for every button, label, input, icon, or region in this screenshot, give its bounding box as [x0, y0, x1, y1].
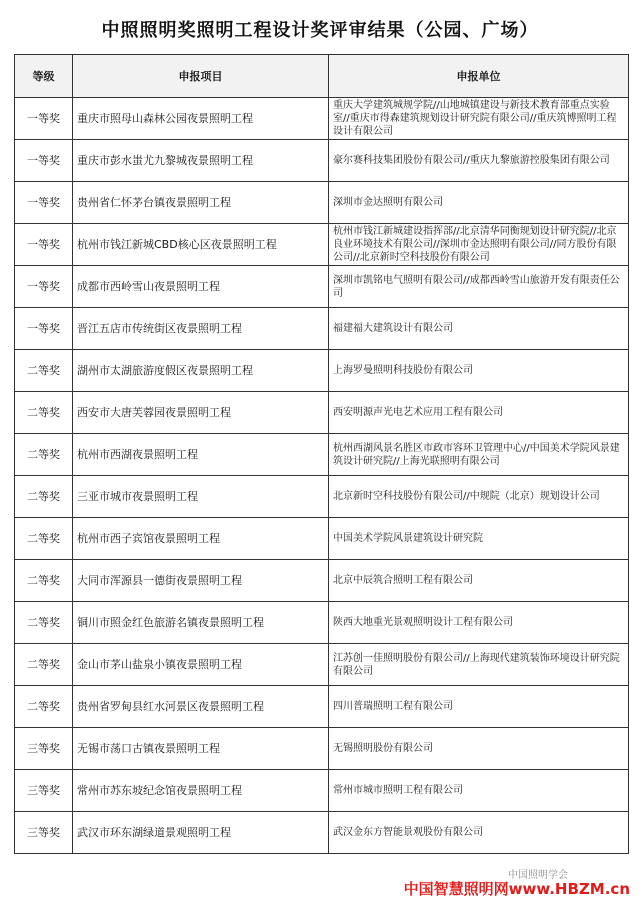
table-row — [15, 728, 629, 770]
project-name: 湖州市太湖旅游度假区夜景照明工程 — [73, 350, 329, 392]
award-level: 一等奖 — [15, 98, 73, 140]
applicant-unit: 四川普瑞照明工程有限公司 — [329, 686, 629, 728]
table-row — [15, 98, 629, 140]
applicant-unit: 陕西大地重光景观照明设计工程有限公司 — [329, 602, 629, 644]
project-name: 三亚市城市夜景照明工程 — [73, 476, 329, 518]
award-level: 二等奖 — [15, 392, 73, 434]
project-name: 重庆市彭水蚩尤九黎城夜景照明工程 — [73, 140, 329, 182]
table-row — [15, 308, 629, 350]
table-row — [15, 770, 629, 812]
award-level: 二等奖 — [15, 560, 73, 602]
applicant-unit: 武汉金东方智能景观股份有限公司 — [329, 812, 629, 854]
award-level: 二等奖 — [15, 434, 73, 476]
award-level: 三等奖 — [15, 812, 73, 854]
table-row — [15, 350, 629, 392]
watermark-subtitle: 中国照明学会 — [508, 870, 568, 881]
project-name: 铜川市照金红色旅游名镇夜景照明工程 — [73, 602, 329, 644]
project-name: 武汉市环东湖绿道景观照明工程 — [73, 812, 329, 854]
applicant-unit: 豪尔赛科技集团股份有限公司//重庆九黎旅游控股集团有限公司 — [329, 140, 629, 182]
project-name: 晋江五店市传统街区夜景照明工程 — [73, 308, 329, 350]
applicant-unit: 西安明源声光电艺术应用工程有限公司 — [329, 392, 629, 434]
header-unit: 申报单位 — [329, 55, 629, 98]
award-level: 三等奖 — [15, 770, 73, 812]
project-name: 杭州市西湖夜景照明工程 — [73, 434, 329, 476]
table-row — [15, 644, 629, 686]
table-row — [15, 518, 629, 560]
header-project: 申报项目 — [73, 55, 329, 98]
award-level: 二等奖 — [15, 350, 73, 392]
project-name: 常州市苏东坡纪念馆夜景照明工程 — [73, 770, 329, 812]
applicant-unit: 常州市城市照明工程有限公司 — [329, 770, 629, 812]
applicant-unit: 深圳市金达照明有限公司 — [329, 182, 629, 224]
applicant-unit: 杭州市钱江新城建设指挥部//北京清华同衡规划设计研究院//北京良业环境技术有限公司//深圳市金达照明有限公司//同方股份有限公司//北京新时空科技股份有限公司 — [329, 224, 629, 266]
table-row — [15, 602, 629, 644]
table-row — [15, 224, 629, 266]
page-title: 中照照明奖照明工程设计奖评审结果（公园、广场） — [101, 20, 539, 41]
table-row — [15, 266, 629, 308]
applicant-unit: 北京中辰筑合照明工程有限公司 — [329, 560, 629, 602]
table-row — [15, 434, 629, 476]
applicant-unit: 无锡照明股份有限公司 — [329, 728, 629, 770]
watermark-text: 中国智慧照明网www.HBZM.cn — [403, 880, 630, 898]
project-name: 贵州省仁怀茅台镇夜景照明工程 — [73, 182, 329, 224]
applicant-unit: 杭州西湖风景名胜区市政市容环卫管理中心//中国美术学院风景建筑设计研究院//上海光联照明有限公司 — [329, 434, 629, 476]
table-row — [15, 560, 629, 602]
applicant-unit: 江苏创一佳照明股份有限公司//上海现代建筑装饰环境设计研究院有限公司 — [329, 644, 629, 686]
table-row — [15, 392, 629, 434]
award-level: 二等奖 — [15, 518, 73, 560]
applicant-unit: 中国美术学院风景建筑设计研究院 — [329, 518, 629, 560]
project-name: 成都市西岭雪山夜景照明工程 — [73, 266, 329, 308]
applicant-unit: 深圳市凯铭电气照明有限公司//成都西岭雪山旅游开发有限责任公司 — [329, 266, 629, 308]
table-row — [15, 182, 629, 224]
award-level: 一等奖 — [15, 266, 73, 308]
table-row — [15, 686, 629, 728]
applicant-unit: 福建福大建筑设计有限公司 — [329, 308, 629, 350]
award-level: 一等奖 — [15, 140, 73, 182]
applicant-unit: 重庆大学建筑城规学院//山地城镇建设与新技术教育部重点实验室//重庆市得森建筑规划设计研究院有限公司//重庆筑博照明工程设计有限公司 — [329, 98, 629, 140]
results-table — [14, 54, 629, 854]
applicant-unit: 上海罗曼照明科技股份有限公司 — [329, 350, 629, 392]
award-level: 二等奖 — [15, 602, 73, 644]
award-level: 二等奖 — [15, 686, 73, 728]
project-name: 无锡市荡口古镇夜景照明工程 — [73, 728, 329, 770]
project-name: 贵州省罗甸县红水河景区夜景照明工程 — [73, 686, 329, 728]
award-level: 一等奖 — [15, 182, 73, 224]
award-level: 一等奖 — [15, 308, 73, 350]
project-name: 金山市茅山盐泉小镇夜景照明工程 — [73, 644, 329, 686]
project-name: 重庆市照母山森林公园夜景照明工程 — [73, 98, 329, 140]
project-name: 杭州市钱江新城CBD核心区夜景照明工程 — [73, 224, 329, 266]
award-level: 一等奖 — [15, 224, 73, 266]
project-name: 杭州市西子宾馆夜景照明工程 — [73, 518, 329, 560]
table-row — [15, 140, 629, 182]
award-level: 二等奖 — [15, 644, 73, 686]
award-level: 二等奖 — [15, 476, 73, 518]
table-header-row — [15, 55, 629, 98]
header-level: 等级 — [15, 55, 73, 98]
table-row — [15, 812, 629, 854]
project-name: 大同市浑源县一德街夜景照明工程 — [73, 560, 329, 602]
table-row — [15, 476, 629, 518]
project-name: 西安市大唐芙蓉园夜景照明工程 — [73, 392, 329, 434]
award-level: 三等奖 — [15, 728, 73, 770]
applicant-unit: 北京新时空科技股份有限公司//中规院（北京）规划设计公司 — [329, 476, 629, 518]
